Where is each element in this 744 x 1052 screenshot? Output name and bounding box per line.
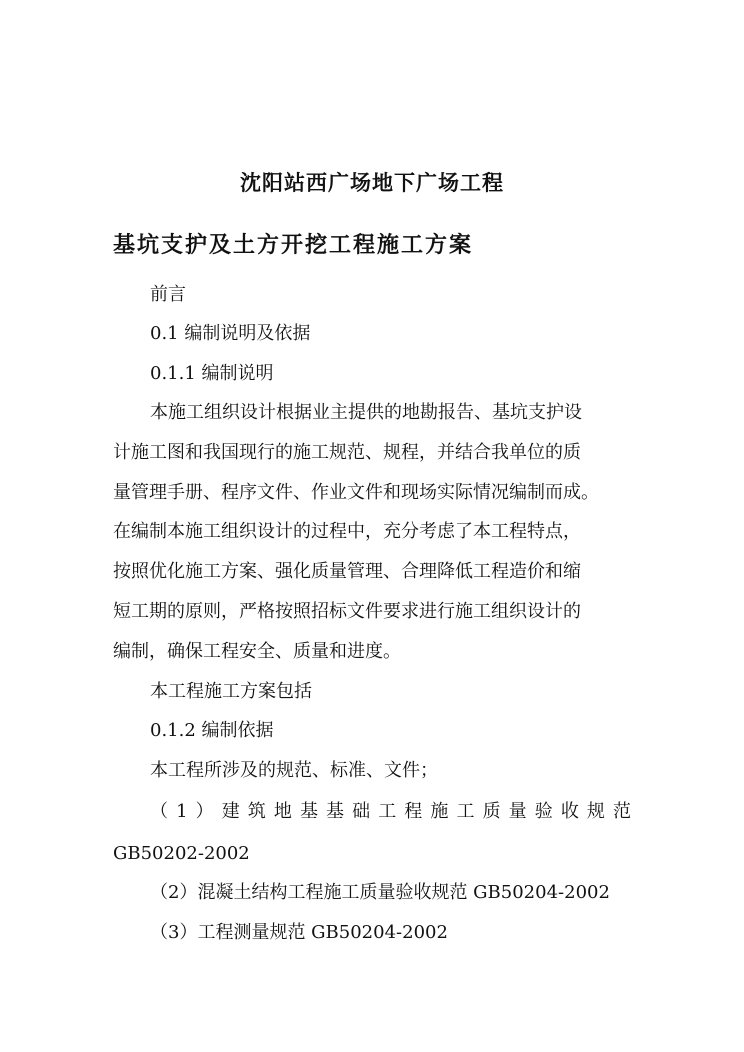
paragraph-line: 按照优化施工方案、强化质量管理、合理降低工程造价和缩	[113, 561, 581, 582]
paragraph-line: 计施工图和我国现行的施工规范、规程，并结合我单位的质	[113, 442, 581, 463]
paragraph-line: 短工期的原则，严格按照招标文件要求进行施工组织设计的	[113, 601, 581, 622]
paragraph-line: 量管理手册、程序文件、作业文件和现场实际情况编制而成。	[113, 482, 599, 503]
heading-section-0-1-1: 0.1.1 编制说明	[150, 363, 274, 384]
reference-item-1-code: GB50202-2002	[113, 843, 250, 864]
document-subtitle: 基坑支护及土方开挖工程施工方案	[113, 233, 474, 258]
basis-intro-line: 本工程所涉及的规范、标准、文件；	[150, 760, 438, 781]
scope-line: 本工程施工方案包括	[150, 681, 312, 702]
paragraph-line: 在编制本施工组织设计的过程中，充分考虑了本工程特点，	[113, 521, 581, 542]
reference-item-3: （3）工程测量规范 GB50204-2002	[150, 922, 448, 943]
paragraph-line: 本施工组织设计根据业主提供的地勘报告、基坑支护设	[150, 402, 582, 423]
heading-section-0-1: 0.1 编制说明及依据	[150, 323, 311, 344]
reference-item-2: （2）混凝土结构工程施工质量验收规范 GB50204-2002	[150, 882, 610, 903]
heading-preface: 前言	[150, 284, 186, 305]
heading-section-0-1-2: 0.1.2 编制依据	[150, 720, 274, 741]
paragraph-line: 编制，确保工程安全、质量和进度。	[113, 641, 401, 662]
reference-item-1: （1）建筑地基基础工程施工质量验收规范	[150, 801, 631, 822]
document-title: 沈阳站西广场地下广场工程	[240, 171, 504, 195]
